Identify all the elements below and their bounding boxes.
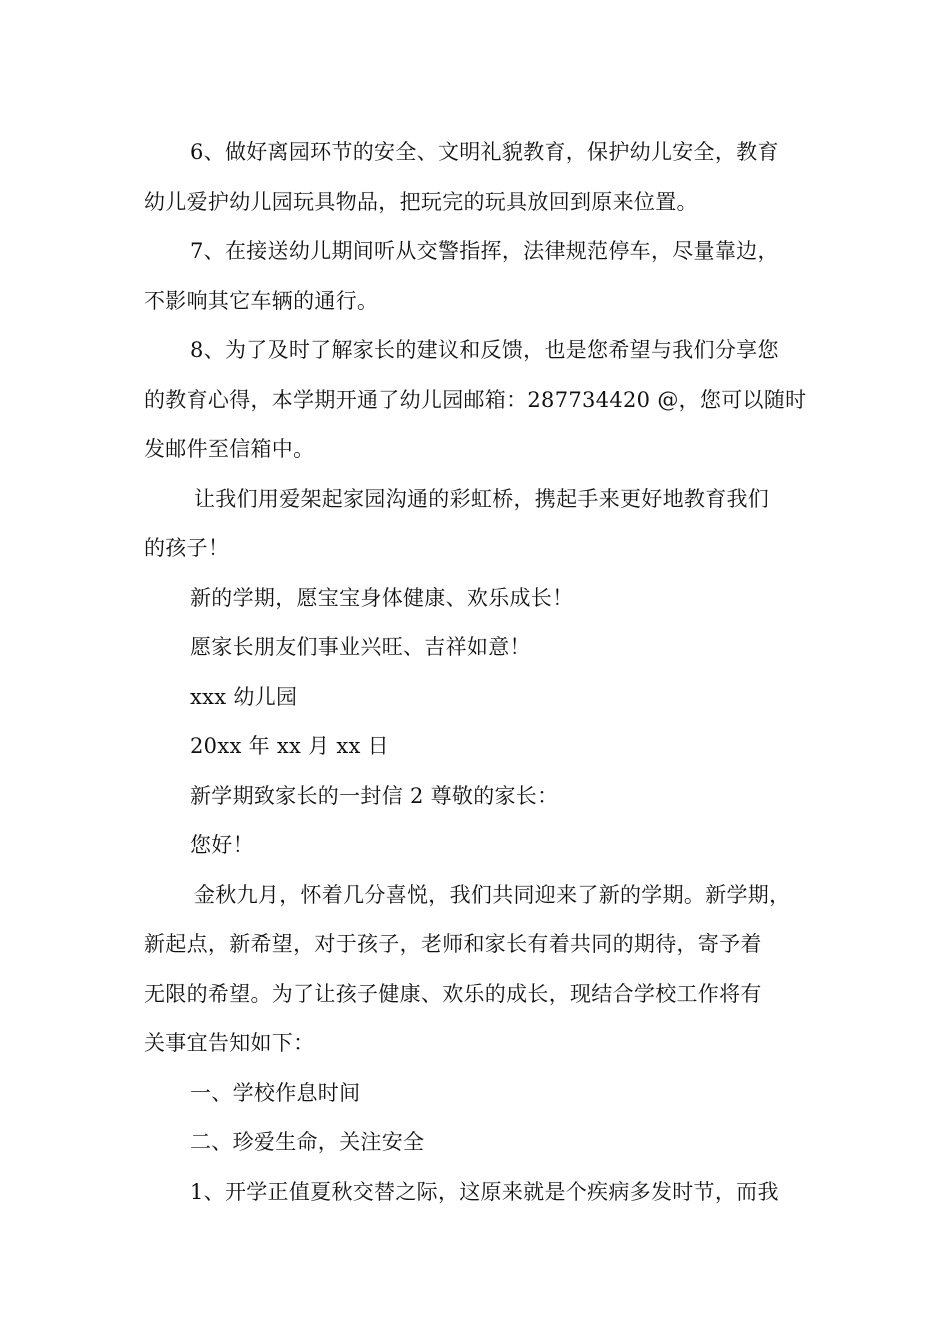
intro-paragraph-line-2: 新起点，新希望，对于孩子，老师和家长有着共同的期待，寄予着	[144, 932, 762, 956]
closing-paragraph-line-2: 的孩子！	[144, 536, 230, 560]
closing-paragraph-line-1: 让我们用爱架起家园沟通的彩虹桥，携起手来更好地教育我们	[194, 487, 770, 511]
letter-2-title-salutation: 新学期致家长的一封信 2 尊敬的家长：	[190, 784, 559, 808]
wish-line-1: 新的学期，愿宝宝身体健康、欢乐成长！	[190, 586, 574, 610]
paragraph-item-6-line-1: 6、做好离园环节的安全、文明礼貌教育，保护幼儿安全，教育	[190, 140, 779, 164]
safety-item-1-line-1: 1、开学正值夏秋交替之际，这原来就是个疾病多发时节，而我	[190, 1180, 779, 1204]
paragraph-item-6-line-2: 幼儿爱护幼儿园玩具物品，把玩完的玩具放回到原来位置。	[144, 190, 698, 214]
wish-line-2: 愿家长朋友们事业兴旺、吉祥如意！	[190, 635, 531, 659]
section-heading-1: 一、学校作息时间	[190, 1081, 361, 1105]
signature-date: 20xx 年 xx 月 xx 日	[190, 734, 389, 758]
intro-paragraph-line-3: 无限的希望。为了让孩子健康、欢乐的成长，现结合学校工作将有	[144, 982, 762, 1006]
paragraph-item-7-line-1: 7、在接送幼儿期间听从交警指挥，法律规范停车，尽量靠边，	[190, 239, 779, 263]
greeting: 您好！	[190, 833, 254, 857]
intro-paragraph-line-4: 关事宜告知如下：	[144, 1031, 315, 1055]
signature-school: xxx 幼儿园	[190, 685, 298, 709]
section-heading-2: 二、珍爱生命，关注安全	[190, 1130, 425, 1154]
paragraph-item-8-line-1: 8、为了及时了解家长的建议和反馈，也是您希望与我们分享您	[190, 338, 779, 362]
paragraph-item-7-line-2: 不影响其它车辆的通行。	[144, 289, 379, 313]
intro-paragraph-line-1: 金秋九月，怀着几分喜悦，我们共同迎来了新的学期。新学期，	[194, 883, 791, 907]
paragraph-item-8-line-2: 的教育心得，本学期开通了幼儿园邮箱：287734420 @，您可以随时	[144, 388, 807, 412]
paragraph-item-8-line-3: 发邮件至信箱中。	[144, 437, 315, 461]
